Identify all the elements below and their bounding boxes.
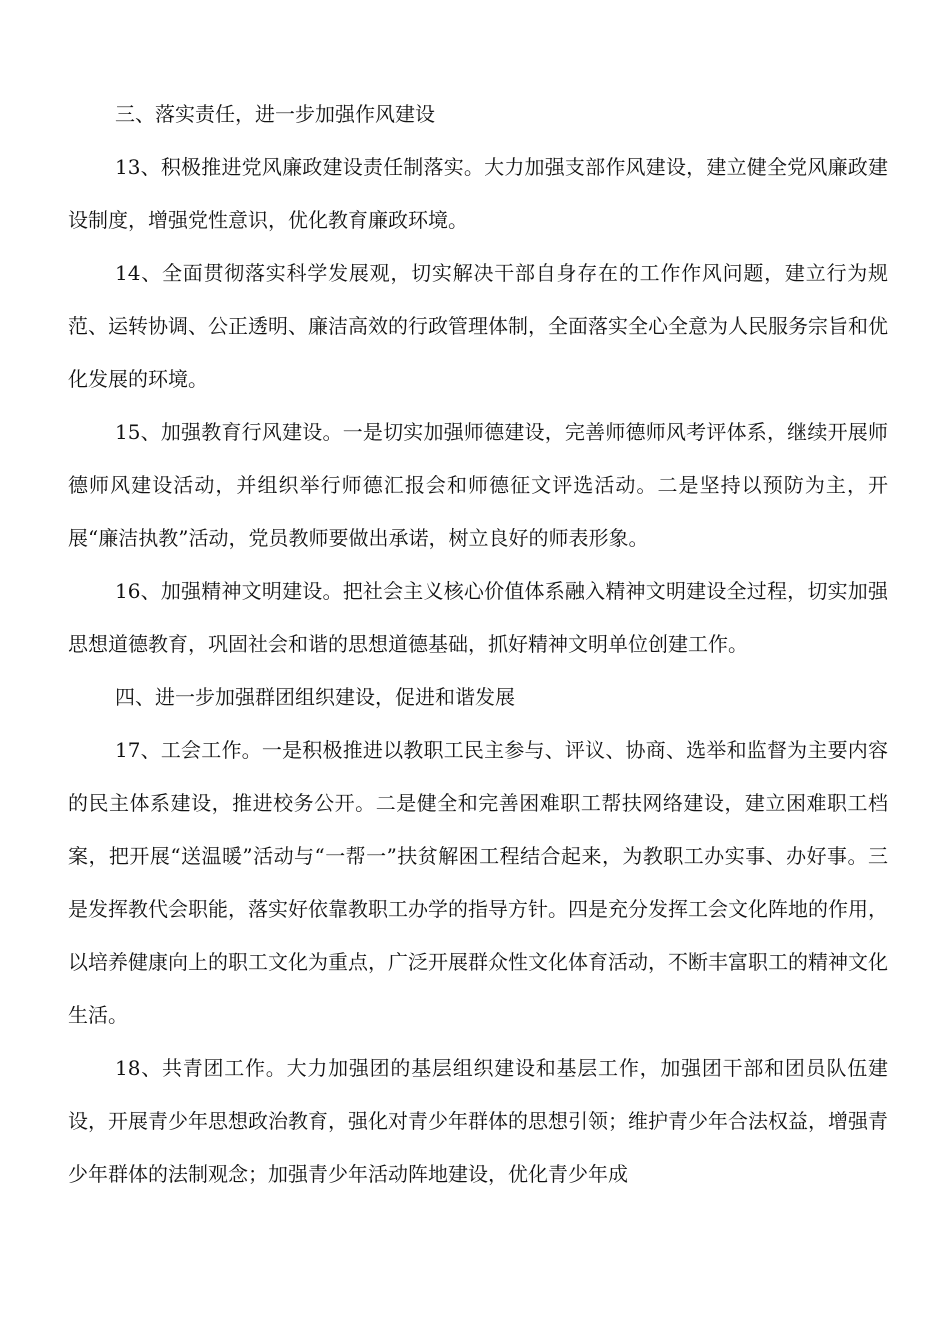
paragraph-15: 15、加强教育行风建设。一是切实加强师德建设，完善师德师风考评体系，继续开展师德师风建设活动，并组织举行师德汇报会和师德征文评选活动。二是坚持以预防为主，开展“廉洁执教”活动，党员教师要做出承诺，树立良好的师表形象。 bbox=[68, 420, 888, 550]
paragraph-13: 13、积极推进党风廉政建设责任制落实。大力加强支部作风建设，建立健全党风廉政建设制度，增强党性意识，优化教育廉政环境。 bbox=[68, 155, 888, 232]
paragraph-14: 14、全面贯彻落实科学发展观，切实解决干部自身存在的工作作风问题，建立行为规范、运转协调、公正透明、廉洁高效的行政管理体制，全面落实全心全意为人民服务宗旨和优化发展的环境。 bbox=[68, 261, 888, 391]
section-heading-3: 三、落实责任，进一步加强作风建设 bbox=[115, 102, 435, 126]
section-heading-4: 四、进一步加强群团组织建设，促进和谐发展 bbox=[115, 685, 515, 709]
paragraph-18: 18、共青团工作。大力加强团的基层组织建设和基层工作，加强团干部和团员队伍建设，开展青少年思想政治教育，强化对青少年群体的思想引领；维护青少年合法权益，增强青少年群体的法制观念；加强青少年活动阵地建设，优化青少年成 bbox=[68, 1056, 888, 1186]
paragraph-16: 16、加强精神文明建设。把社会主义核心价值体系融入精神文明建设全过程，切实加强思想道德教育，巩固社会和谐的思想道德基础，抓好精神文明单位创建工作。 bbox=[68, 579, 888, 656]
document-body bbox=[68, 88, 888, 1201]
paragraph-17: 17、工会工作。一是积极推进以教职工民主参与、评议、协商、选举和监督为主要内容的民主体系建设，推进校务公开。二是健全和完善困难职工帮扶网络建设，建立困难职工档案，把开展“送温暖”活动与“一帮一”扶贫解困工程结合起来，为教职工办实事、办好事。三是发挥教代会职能，落实好依靠教职工办学的指导方针。四是充分发挥工会文化阵地的作用，以培养健康向上的职工文化为重点，广泛开展群众性文化体育活动，不断丰富职工的精神文化生活。 bbox=[68, 738, 888, 1027]
